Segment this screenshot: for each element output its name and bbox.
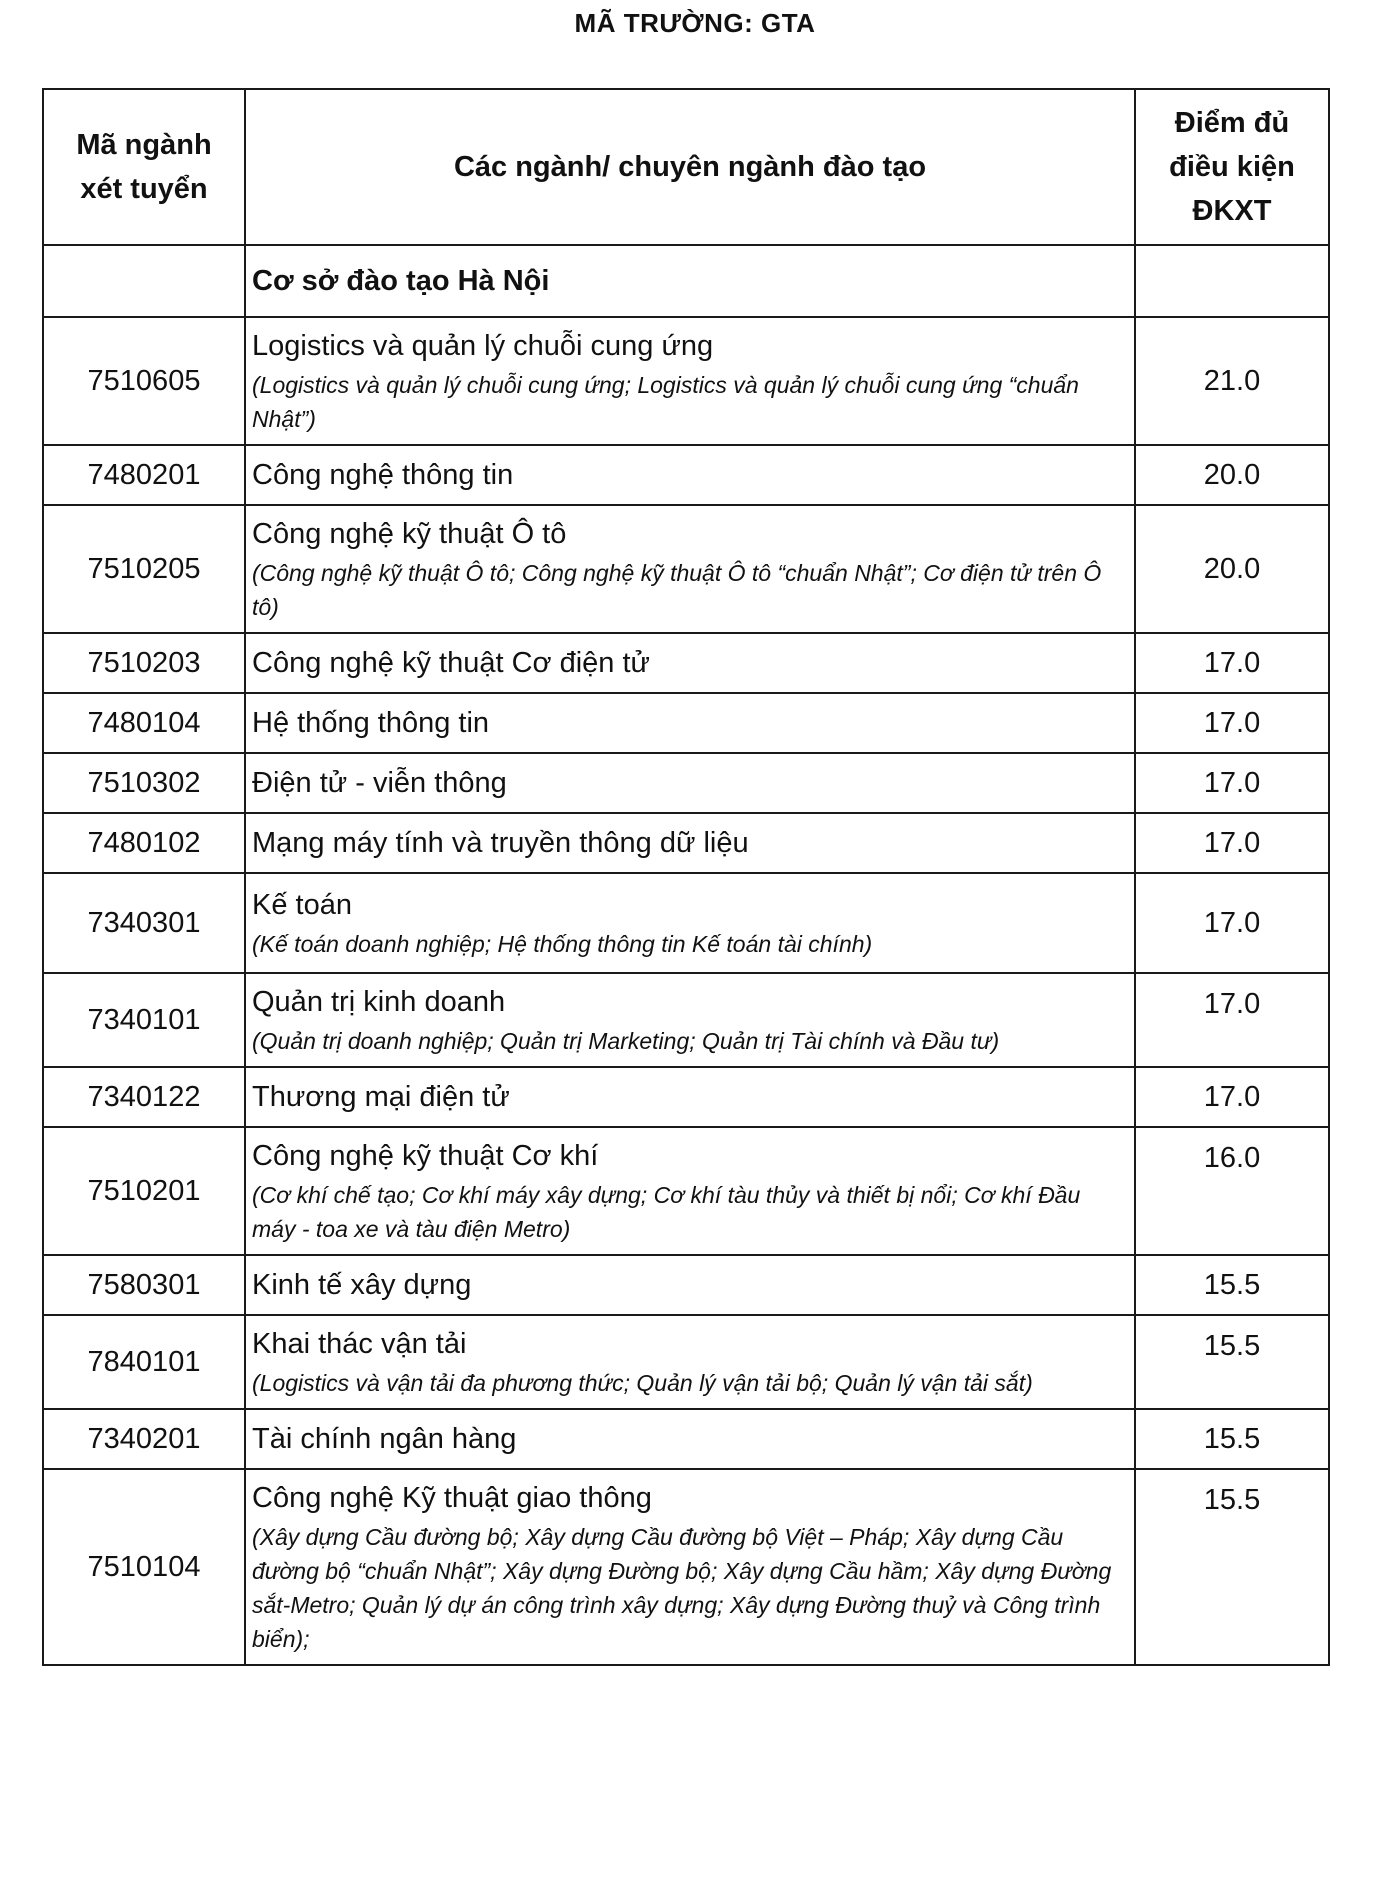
header-score: Điểm đủ điều kiện ĐKXT xyxy=(1135,89,1329,245)
major-name: Công nghệ thông tin xyxy=(252,459,514,491)
major-name: Tài chính ngân hàng xyxy=(252,1423,517,1455)
document-title: MÃ TRƯỜNG: GTA xyxy=(574,8,816,38)
header-major: Các ngành/ chuyên ngành đào tạo xyxy=(245,89,1135,245)
major-specializations: (Cơ khí chế tạo; Cơ khí máy xây dựng; Cơ khí tàu thủy và thiết bị nổi; Cơ khí Đầu máy - toa xe và tàu điện Metro) xyxy=(252,1182,1081,1242)
major-code: 7510203 xyxy=(43,633,245,693)
major-specializations: (Công nghệ kỹ thuật Ô tô; Công nghệ kỹ thuật Ô tô “chuẩn Nhật”; Cơ điện tử trên Ô tô) xyxy=(252,560,1102,620)
major-code: 7480102 xyxy=(43,813,245,873)
major-specializations: (Logistics và quản lý chuỗi cung ứng; Logistics và quản lý chuỗi cung ứng “chuẩn Nhật”) xyxy=(252,372,1079,432)
eligibility-score: 15.5 xyxy=(1135,1315,1329,1409)
major-cell xyxy=(245,1315,1135,1409)
table-row xyxy=(43,873,1329,973)
major-code: 7340201 xyxy=(43,1409,245,1469)
table-row xyxy=(43,1409,1329,1469)
table-row xyxy=(43,445,1329,505)
table-row xyxy=(43,1067,1329,1127)
eligibility-score: 20.0 xyxy=(1135,505,1329,633)
eligibility-score: 21.0 xyxy=(1135,317,1329,445)
eligibility-score: 20.0 xyxy=(1135,445,1329,505)
major-cell xyxy=(245,445,1135,505)
admissions-table xyxy=(42,88,1330,1666)
table-row xyxy=(43,1469,1329,1665)
major-name: Công nghệ kỹ thuật Cơ khí xyxy=(252,1140,599,1172)
major-cell xyxy=(245,317,1135,445)
major-name: Thương mại điện tử xyxy=(252,1081,510,1113)
eligibility-score: 17.0 xyxy=(1135,813,1329,873)
major-name: Công nghệ kỹ thuật Cơ điện tử xyxy=(252,647,650,679)
table-row xyxy=(43,1127,1329,1255)
table-row xyxy=(43,813,1329,873)
major-name: Công nghệ kỹ thuật Ô tô xyxy=(252,518,567,550)
major-code: 7840101 xyxy=(43,1315,245,1409)
table-row xyxy=(43,693,1329,753)
eligibility-score: 15.5 xyxy=(1135,1255,1329,1315)
eligibility-score: 17.0 xyxy=(1135,753,1329,813)
major-cell xyxy=(245,1469,1135,1665)
major-cell xyxy=(245,633,1135,693)
major-code: 7340301 xyxy=(43,873,245,973)
major-name: Mạng máy tính và truyền thông dữ liệu xyxy=(252,827,749,859)
major-code: 7480104 xyxy=(43,693,245,753)
major-name: Hệ thống thông tin xyxy=(252,707,490,739)
table-header-row xyxy=(43,89,1329,245)
eligibility-score: 15.5 xyxy=(1135,1409,1329,1469)
major-name: Khai thác vận tải xyxy=(252,1328,467,1360)
table-row xyxy=(43,317,1329,445)
major-name: Quản trị kinh doanh xyxy=(252,986,506,1018)
campus-row xyxy=(43,245,1329,317)
major-code: 7510302 xyxy=(43,753,245,813)
major-cell xyxy=(245,973,1135,1067)
eligibility-score: 17.0 xyxy=(1135,693,1329,753)
major-specializations: (Xây dựng Cầu đường bộ; Xây dựng Cầu đường bộ Việt – Pháp; Xây dựng Cầu đường bộ “chuẩn Nhật”; Xây dựng Đường bộ; Xây dựng Cầu hầm; Xây dựng Đường sắt-Metro; Quản lý dự án công trình xây dựng; Xây dựng Đường thuỷ và Công trình biển); xyxy=(252,1524,1112,1652)
major-name: Kinh tế xây dựng xyxy=(252,1269,472,1301)
major-cell xyxy=(245,753,1135,813)
major-name: Logistics và quản lý chuỗi cung ứng xyxy=(252,330,714,362)
campus-score-cell xyxy=(1135,245,1329,317)
eligibility-score: 17.0 xyxy=(1135,873,1329,973)
major-code: 7510201 xyxy=(43,1127,245,1255)
major-code: 7510104 xyxy=(43,1469,245,1665)
major-specializations: (Quản trị doanh nghiệp; Quản trị Marketing; Quản trị Tài chính và Đầu tư) xyxy=(252,1028,1000,1054)
major-name: Công nghệ Kỹ thuật giao thông xyxy=(252,1482,652,1514)
table-row xyxy=(43,633,1329,693)
major-cell xyxy=(245,1067,1135,1127)
major-cell xyxy=(245,505,1135,633)
eligibility-score: 17.0 xyxy=(1135,1067,1329,1127)
major-cell xyxy=(245,1409,1135,1469)
major-cell xyxy=(245,1127,1135,1255)
campus-code-cell xyxy=(43,245,245,317)
major-cell xyxy=(245,813,1135,873)
major-code: 7580301 xyxy=(43,1255,245,1315)
major-code: 7480201 xyxy=(43,445,245,505)
eligibility-score: 16.0 xyxy=(1135,1127,1329,1255)
header-code: Mã ngành xét tuyển xyxy=(43,89,245,245)
table-row xyxy=(43,753,1329,813)
major-name: Điện tử - viễn thông xyxy=(252,767,507,799)
table-row xyxy=(43,1255,1329,1315)
table-row xyxy=(43,505,1329,633)
major-code: 7340101 xyxy=(43,973,245,1067)
major-specializations: (Kế toán doanh nghiệp; Hệ thống thông tin Kế toán tài chính) xyxy=(252,931,873,957)
table-row xyxy=(43,973,1329,1067)
eligibility-score: 17.0 xyxy=(1135,973,1329,1067)
major-cell xyxy=(245,873,1135,973)
eligibility-score: 17.0 xyxy=(1135,633,1329,693)
table-row xyxy=(43,1315,1329,1409)
major-specializations: (Logistics và vận tải đa phương thức; Quản lý vận tải bộ; Quản lý vận tải sắt) xyxy=(252,1370,1033,1396)
major-code: 7510605 xyxy=(43,317,245,445)
major-cell xyxy=(245,693,1135,753)
major-code: 7510205 xyxy=(43,505,245,633)
major-code: 7340122 xyxy=(43,1067,245,1127)
campus-label: Cơ sở đào tạo Hà Nội xyxy=(245,245,1135,317)
major-name: Kế toán xyxy=(252,889,352,921)
major-cell xyxy=(245,1255,1135,1315)
eligibility-score: 15.5 xyxy=(1135,1469,1329,1665)
